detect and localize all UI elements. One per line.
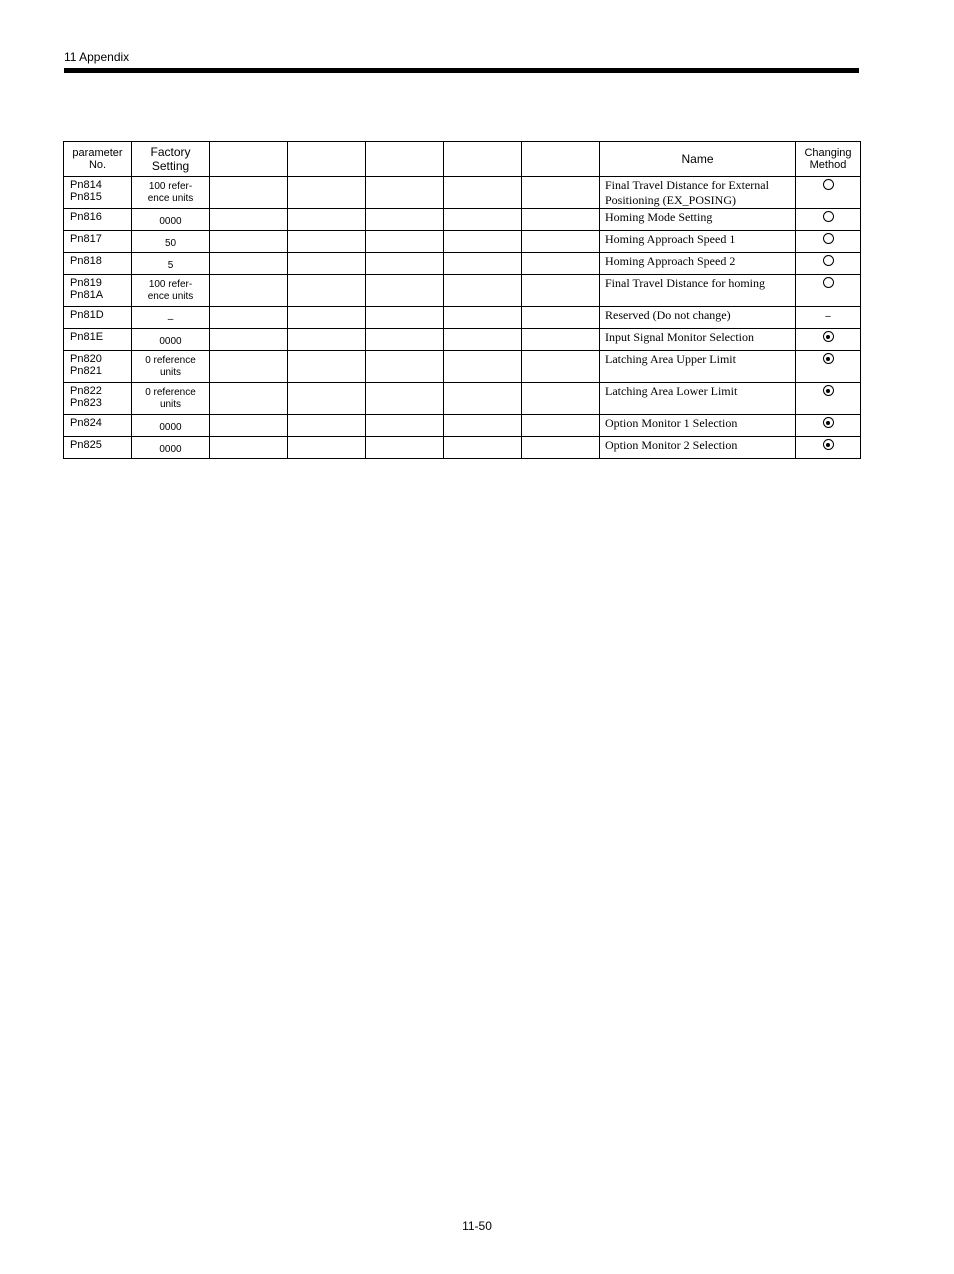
open-circle-icon: [823, 255, 834, 266]
empty-cell: [444, 177, 522, 209]
empty-cell: [522, 437, 600, 459]
empty-cell: [210, 177, 288, 209]
changing-method-cell: [796, 351, 861, 383]
empty-cell: [444, 231, 522, 253]
parameter-name-cell: [600, 307, 796, 329]
parameter-number-cell: [64, 307, 132, 329]
empty-cell: [366, 275, 444, 307]
empty-cell: [522, 275, 600, 307]
changing-method-cell: [796, 275, 861, 307]
parameter-number: Pn825: [70, 439, 102, 451]
parameter-name-cell: [600, 209, 796, 231]
empty-cell: [444, 383, 522, 415]
empty-cell: [522, 177, 600, 209]
empty-cell: [210, 415, 288, 437]
factory-setting-value: 5: [167, 260, 174, 271]
parameter-name: Option Monitor 2 Selection: [605, 438, 738, 452]
parameter-number: Pn814: [70, 179, 102, 191]
table-row: [64, 329, 861, 351]
factory-setting-cell: [132, 307, 210, 329]
empty-cell: [210, 275, 288, 307]
empty-header-cell: [444, 142, 522, 177]
parameter-name-cell: [600, 231, 796, 253]
dot-circle-icon: [823, 417, 834, 428]
factory-setting-value: 100 refer-: [148, 181, 193, 192]
empty-cell: [444, 329, 522, 351]
parameter-table: [63, 141, 861, 459]
empty-cell: [210, 329, 288, 351]
changing-method-cell: [796, 437, 861, 459]
empty-cell: [522, 307, 600, 329]
factory-setting-cell: [132, 253, 210, 275]
empty-cell: [366, 307, 444, 329]
empty-cell: [210, 253, 288, 275]
changing-method-cell: [796, 329, 861, 351]
parameter-name-cell: [600, 329, 796, 351]
empty-cell: [366, 437, 444, 459]
table-header-row: [64, 142, 861, 177]
parameter-number-cell: [64, 437, 132, 459]
empty-cell: [522, 231, 600, 253]
empty-cell: [288, 383, 366, 415]
factory-setting-value: ence units: [147, 291, 194, 302]
factory-setting-cell: [132, 415, 210, 437]
parameter-name: Final Travel Distance for External: [605, 178, 769, 192]
parameter-name: Final Travel Distance for homing: [605, 276, 765, 290]
parameter-name-cell: [600, 177, 796, 209]
open-circle-icon: [823, 233, 834, 244]
empty-cell: [444, 351, 522, 383]
empty-cell: [366, 329, 444, 351]
table-row: [64, 351, 861, 383]
table-row: [64, 275, 861, 307]
parameter-number-cell: [64, 231, 132, 253]
factory-setting-cell: [132, 383, 210, 415]
empty-cell: [366, 253, 444, 275]
table-row: [64, 231, 861, 253]
parameter-number: Pn819: [70, 277, 102, 289]
empty-cell: [366, 383, 444, 415]
factory-setting-value: 0 reference: [145, 355, 196, 366]
factory-setting-cell: [132, 329, 210, 351]
factory-setting-value: ence units: [147, 193, 194, 204]
factory-setting-value: –: [167, 314, 174, 325]
factory-setting-value: units: [159, 399, 182, 410]
table-row: [64, 177, 861, 209]
open-circle-icon: [823, 179, 834, 190]
parameter-number: Pn816: [70, 211, 102, 223]
factory-setting-cell: [132, 177, 210, 209]
factory-setting-cell: [132, 351, 210, 383]
parameter-number: Pn81A: [70, 289, 104, 301]
parameter-name: Homing Approach Speed 2: [605, 254, 736, 268]
table-row: [64, 415, 861, 437]
parameter-number: Pn823: [70, 397, 102, 409]
header-rule: [64, 68, 859, 73]
changing-method-cell: [796, 177, 861, 209]
parameter-number: Pn815: [70, 191, 102, 203]
dot-circle-icon: [823, 353, 834, 364]
parameter-number: Pn820: [70, 353, 102, 365]
column-header-parameter-no: parameter No.: [64, 142, 132, 177]
dot-circle-icon: [823, 331, 834, 342]
table-row: [64, 437, 861, 459]
empty-cell: [210, 437, 288, 459]
parameter-name: Option Monitor 1 Selection: [605, 416, 738, 430]
parameter-name-cell: [600, 383, 796, 415]
empty-cell: [522, 209, 600, 231]
empty-header-cell: [522, 142, 600, 177]
empty-header-cell: [210, 142, 288, 177]
factory-setting-value: 0000: [159, 444, 182, 455]
factory-setting-cell: [132, 437, 210, 459]
parameter-number: Pn821: [70, 365, 102, 377]
column-header-name: Name: [600, 142, 796, 177]
parameter-number-cell: [64, 253, 132, 275]
empty-cell: [522, 329, 600, 351]
empty-cell: [522, 415, 600, 437]
factory-setting-cell: [132, 231, 210, 253]
empty-cell: [288, 177, 366, 209]
factory-setting-cell: [132, 275, 210, 307]
factory-setting-value: 100 refer-: [148, 279, 193, 290]
changing-method-cell: [796, 307, 861, 329]
parameter-number-cell: [64, 329, 132, 351]
table-row: [64, 209, 861, 231]
parameter-number-cell: [64, 415, 132, 437]
page-number: 11-50: [462, 1219, 492, 1233]
parameter-number: Pn817: [70, 233, 102, 245]
empty-cell: [444, 415, 522, 437]
changing-method-cell: [796, 253, 861, 275]
empty-cell: [288, 209, 366, 231]
parameter-name: Homing Mode Setting: [605, 210, 713, 224]
parameter-number-cell: [64, 275, 132, 307]
changing-method-cell: [796, 415, 861, 437]
empty-cell: [210, 383, 288, 415]
empty-cell: [210, 307, 288, 329]
parameter-number-cell: [64, 209, 132, 231]
column-header-factory-setting: Factory Setting: [132, 142, 210, 177]
empty-cell: [288, 253, 366, 275]
table-row: [64, 383, 861, 415]
open-circle-icon: [823, 211, 834, 222]
empty-cell: [210, 231, 288, 253]
changing-method-text: –: [825, 311, 831, 322]
open-circle-icon: [823, 277, 834, 288]
empty-cell: [210, 209, 288, 231]
parameter-number: Pn818: [70, 255, 102, 267]
parameter-name-cell: [600, 415, 796, 437]
empty-cell: [366, 231, 444, 253]
parameter-name: Reserved (Do not change): [605, 308, 731, 322]
empty-cell: [366, 209, 444, 231]
empty-cell: [366, 415, 444, 437]
empty-cell: [288, 351, 366, 383]
dot-circle-icon: [823, 439, 834, 450]
table-row: [64, 253, 861, 275]
empty-header-cell: [366, 142, 444, 177]
parameter-name: Latching Area Lower Limit: [605, 384, 738, 398]
factory-setting-value: 0000: [159, 216, 182, 227]
empty-cell: [288, 275, 366, 307]
changing-method-cell: [796, 209, 861, 231]
factory-setting-value: 0 reference: [145, 387, 196, 398]
table-row: [64, 307, 861, 329]
factory-setting-value: 50: [164, 238, 177, 249]
parameter-number: Pn81E: [70, 331, 104, 343]
empty-cell: [444, 437, 522, 459]
empty-cell: [444, 275, 522, 307]
factory-setting-cell: [132, 209, 210, 231]
parameter-number: Pn81D: [70, 309, 104, 321]
parameter-name-cell: [600, 253, 796, 275]
factory-setting-value: 0000: [159, 336, 182, 347]
empty-cell: [210, 351, 288, 383]
empty-cell: [444, 307, 522, 329]
factory-setting-value: 0000: [159, 422, 182, 433]
empty-cell: [288, 307, 366, 329]
empty-cell: [288, 329, 366, 351]
factory-setting-value: units: [159, 367, 182, 378]
changing-method-cell: [796, 383, 861, 415]
parameter-name-cell: [600, 351, 796, 383]
parameter-name-cell: [600, 275, 796, 307]
empty-cell: [366, 177, 444, 209]
parameter-number-cell: [64, 383, 132, 415]
parameter-name-cell: [600, 437, 796, 459]
empty-cell: [288, 231, 366, 253]
parameter-name: Latching Area Upper Limit: [605, 352, 736, 366]
empty-cell: [288, 437, 366, 459]
parameter-name: Homing Approach Speed 1: [605, 232, 736, 246]
dot-circle-icon: [823, 385, 834, 396]
parameter-number: Pn822: [70, 385, 102, 397]
empty-cell: [522, 253, 600, 275]
changing-method-cell: [796, 231, 861, 253]
empty-cell: [522, 383, 600, 415]
parameter-number: Pn824: [70, 417, 102, 429]
section-header: 11 Appendix: [64, 50, 130, 64]
empty-cell: [366, 351, 444, 383]
parameter-number-cell: [64, 351, 132, 383]
parameter-name: Input Signal Monitor Selection: [605, 330, 754, 344]
parameter-name: Positioning (EX_POSING): [605, 193, 737, 207]
empty-cell: [522, 351, 600, 383]
empty-header-cell: [288, 142, 366, 177]
parameter-number-cell: [64, 177, 132, 209]
column-header-changing-method: Changing Method: [796, 142, 861, 177]
empty-cell: [444, 209, 522, 231]
empty-cell: [444, 253, 522, 275]
empty-cell: [288, 415, 366, 437]
